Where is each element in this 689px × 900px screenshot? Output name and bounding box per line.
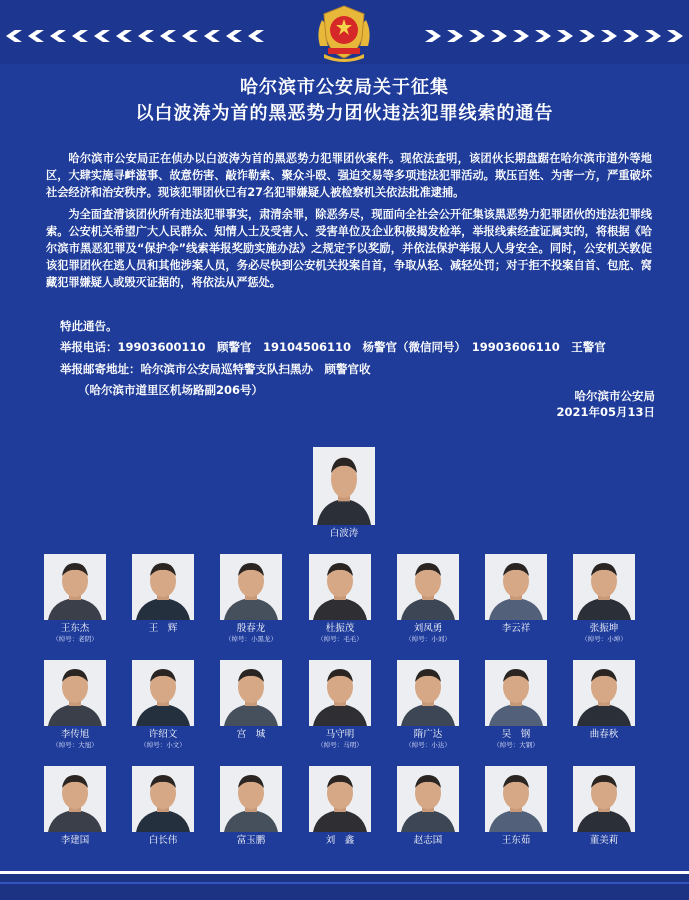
suspect-11-name: 马守明 [325,729,355,740]
suspect-5-photo [397,554,459,620]
suspect-4-alias: （绰号：毛毛） [317,635,363,643]
issue-date: 2021年05月13日 [556,405,655,419]
suspect-1-alias: （绰号：老阴） [52,635,98,643]
suspect-16-photo [132,766,194,832]
suspect-21-photo [573,766,635,832]
suspect-18-name: 刘 鑫 [325,835,355,846]
hotline-numbers: 举报电话：19903600110 顾警官 19104506110 杨警官（微信同号） 19903606110 王警官 [60,340,606,354]
suspect-7-alias: （绰号：小坤） [581,635,627,643]
suspect-4-name: 杜振茂 [325,623,355,634]
suspect-14-photo [573,660,635,726]
suspect-8-name: 李传旭 [60,729,90,740]
suspect-2-photo [132,554,194,620]
suspect-2-name: 王 辉 [148,623,178,634]
suspect-19-photo [397,766,459,832]
suspect-13-name: 吴 钢 [501,729,531,740]
suspect-1-name: 王东杰 [60,623,90,634]
notice-title-line-1: 哈尔滨市公安局关于征集 [240,77,449,98]
issuer-name: 哈尔滨市公安局 [574,389,655,403]
suspect-4-photo [309,554,371,620]
suspect-11-alias: （绰号：马明） [317,741,363,749]
suspect-13-alias: （绰号：大钢） [493,741,539,749]
leader-photo [313,447,375,525]
suspect-20-name: 王东茹 [501,835,531,846]
suspect-17-photo [220,766,282,832]
suspect-12-name: 隋广达 [413,729,443,740]
suspect-18-photo [309,766,371,832]
suspect-15-name: 李建国 [60,835,90,846]
suspect-8-alias: （绰号：大旭） [52,741,98,749]
suspect-13-photo [485,660,547,726]
suspect-1-photo [44,554,106,620]
header-band [0,0,689,64]
suspect-9-name: 许绍文 [148,729,178,740]
notice-paragraph-1: 哈尔滨市公安局正在侦办以白波涛为首的黑恶势力犯罪团伙案件。现依法查明，该团伙长期盘踞在哈尔滨市道外等地区，大肆实施寻衅滋事、故意伤害、敲诈勒索、聚众斗殴、强迫交易等多项违法犯罪活动。欺压百姓、为害一方，严重破坏社会经济和治安秩序。现该犯罪团伙已有27名犯罪嫌疑人被检察机关依法批准逮捕。 [46,152,652,199]
footer-band [0,871,689,900]
suspect-9-photo [132,660,194,726]
suspect-3-photo [220,554,282,620]
suspect-19-name: 赵志国 [413,835,443,846]
suspect-16-name: 白长伟 [148,835,178,846]
suspect-14-name: 曲春秋 [589,729,619,740]
suspect-20-photo [485,766,547,832]
suspect-12-alias: （绰号：小达） [405,741,451,749]
notice-title-line-2: 以白波涛为首的黑恶势力团伙违法犯罪线索的通告 [135,103,554,124]
notice-end: 特此通告。 [60,319,118,333]
suspect-8-photo [44,660,106,726]
suspect-5-name: 刘凤勇 [413,623,443,634]
suspect-3-alias: （绰号：小黑龙） [225,635,277,643]
leader-name: 白波涛 [329,528,359,539]
suspect-7-name: 张振坤 [589,623,619,634]
suspect-3-name: 殷春龙 [236,623,266,634]
suspect-6-name: 李云祥 [501,623,531,634]
mailing-address-detail: （哈尔滨市道里区机场路副206号） [78,383,264,397]
suspect-15-photo [44,766,106,832]
suspect-5-alias: （绰号：小刘） [405,635,451,643]
suspect-6-photo [485,554,547,620]
suspect-17-name: 富玉鹏 [236,835,266,846]
mailing-address: 举报邮寄地址：哈尔滨市公安局巡特警支队扫黑办 顾警官收 [60,362,371,376]
suspect-10-name: 宫 城 [236,729,266,740]
suspect-10-photo [220,660,282,726]
police-emblem-icon [314,2,374,64]
suspect-9-alias: （绰号：小文） [140,741,186,749]
suspect-12-photo [397,660,459,726]
suspect-11-photo [309,660,371,726]
notice-paragraph-2: 为全面查清该团伙所有违法犯罪事实，肃清余罪，除恶务尽，现面向全社会公开征集该黑恶势力犯罪团伙的违法犯罪线索。公安机关希望广大人民群众、知情人士及受害人、受害单位及企业积极揭发检举，举报线索经查证属实的，将根据《哈尔滨市黑恶犯罪及“保护伞”线索举报奖励实施办法》之规定予以奖励，并依法保护举报人人身安全。同时，公安机关敦促该犯罪团伙在逃人员和其他涉案人员，务必尽快到公安机关投案自首，争取从轻、减轻处罚；对于拒不投案自首、包庇、窝藏犯罪嫌疑人或毁灭证据的，将依法从严惩处。 [46,208,652,289]
suspect-21-name: 董美莉 [589,835,619,846]
right-chevron-decoration [425,30,683,44]
left-chevron-decoration [6,30,264,44]
suspect-7-photo [573,554,635,620]
